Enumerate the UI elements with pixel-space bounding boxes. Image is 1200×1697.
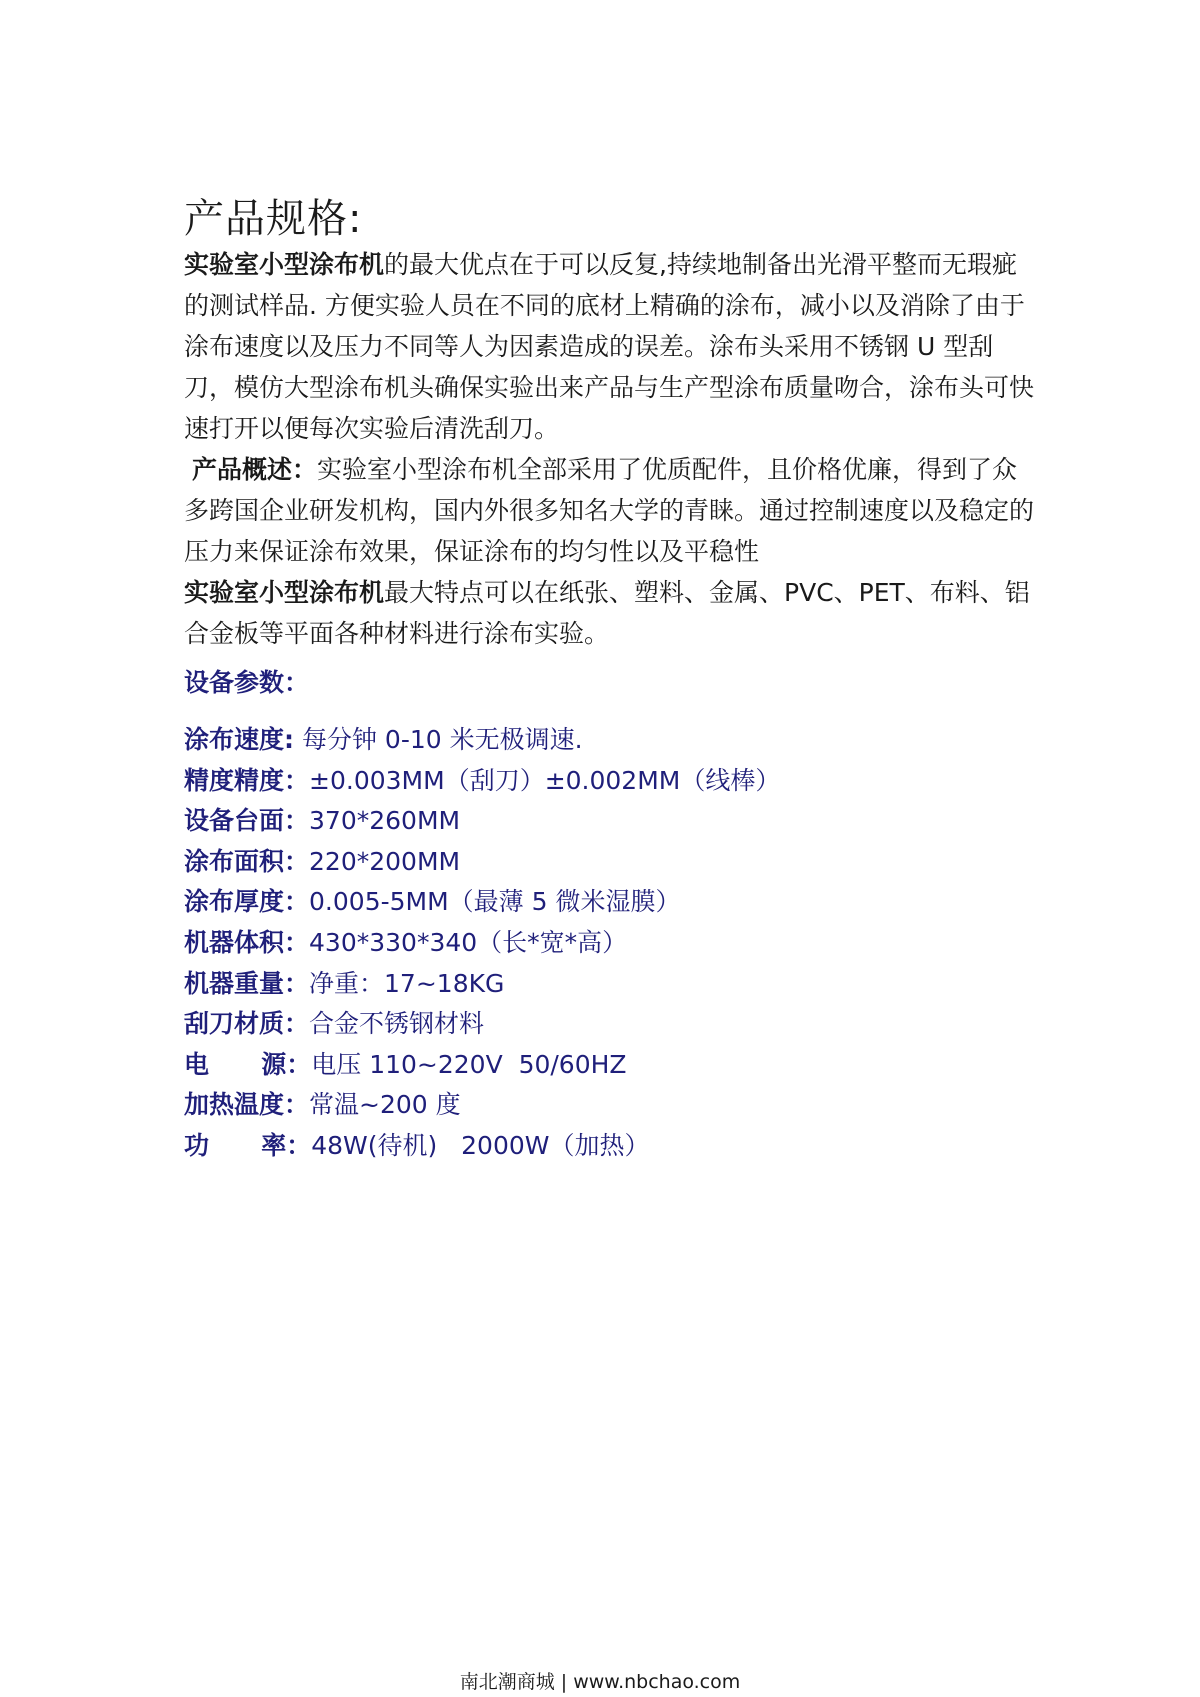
intro-text-1: 的最大优点在于可以反复,持续地制备出光滑平整而无瑕疵的测试样品. 方便实验人员在不同的底材上精确的涂布，减小以及消除了由于涂布速度以及压力不同等人为因素造成的误差。涂布头采用不锈钢 U 型刮刀，模仿大型涂布机头确保实验出来产品与生产型涂布质量吻合，涂布头可快速打开以便每次实验后清洗刮刀。 — [184, 250, 1035, 443]
intro-lead-product-name-2: 实验室小型涂布机 — [184, 578, 385, 607]
param-value: 常温~200 度 — [309, 1090, 461, 1120]
param-value: 48W(待机) 2000W（加热） — [311, 1130, 650, 1160]
param-row — [184, 1126, 780, 1167]
param-label: 机器重量 — [184, 968, 285, 998]
param-sep: ： — [284, 846, 310, 876]
param-sep: ： — [284, 1009, 310, 1039]
intro-section — [184, 244, 1034, 654]
param-label: 涂布面积 — [184, 846, 285, 876]
params-list — [184, 720, 780, 1167]
param-row — [184, 1085, 780, 1126]
param-label: 机器体积 — [184, 927, 285, 957]
param-sep: ： — [284, 765, 310, 795]
param-row — [184, 761, 780, 802]
param-label: 精度精度 — [184, 765, 285, 795]
intro-text-3: 最大特点可以在纸张、塑料、金属、PVC、PET、布料、铝合金板等平面各种材料进行涂布实验。 — [184, 578, 1030, 648]
param-sep: ： — [284, 968, 310, 998]
param-sep: ： — [284, 1090, 310, 1120]
param-sep: ： — [286, 1049, 312, 1079]
param-row — [184, 1045, 780, 1086]
param-sep: : — [284, 725, 295, 754]
param-sep: ： — [284, 887, 310, 917]
param-value: 合金不锈钢材料 — [309, 1009, 485, 1039]
param-value: 370*260MM — [309, 806, 461, 836]
intro-paragraph-3 — [184, 572, 1034, 654]
param-value: 220*200MM — [309, 846, 461, 876]
footer-site-link[interactable]: 南北潮商城 | www.nbchao.com — [459, 1671, 741, 1693]
param-label: 电 源 — [184, 1049, 287, 1079]
param-row — [184, 1004, 780, 1045]
param-value: ±0.003MM（刮刀）±0.002MM（线棒） — [309, 765, 781, 795]
param-row — [184, 923, 780, 964]
intro-paragraph-2 — [184, 449, 1034, 572]
page-title: 产品规格: — [184, 195, 363, 242]
param-value: 电压 110~220V 50/60HZ — [311, 1049, 627, 1079]
param-label: 设备台面 — [184, 806, 285, 836]
param-row — [184, 720, 780, 761]
param-label: 功 率 — [184, 1130, 287, 1160]
params-section-title: 设备参数： — [184, 668, 310, 697]
param-row — [184, 801, 780, 842]
param-label: 涂布速度 — [184, 725, 285, 754]
param-value: 每分钟 0-10 米无极调速. — [294, 725, 583, 754]
param-sep: ： — [286, 1130, 312, 1160]
param-sep: ： — [284, 806, 310, 836]
param-row — [184, 964, 780, 1005]
param-sep: ： — [284, 927, 310, 957]
param-value: 净重：17~18KG — [309, 968, 505, 998]
param-row — [184, 882, 780, 923]
intro-lead-product-name: 实验室小型涂布机 — [184, 250, 385, 279]
intro-text-2: 实验室小型涂布机全部采用了优质配件，且价格优廉，得到了众多跨国企业研发机构，国内外很多知名大学的青睐。通过控制速度以及稳定的压力来保证涂布效果，保证涂布的均匀性以及平稳性 — [184, 455, 1035, 566]
intro-paragraph-1 — [184, 244, 1034, 449]
param-value: 0.005-5MM（最薄 5 微米湿膜） — [309, 887, 681, 917]
intro-lead-overview: 产品概述： — [191, 455, 317, 484]
param-label: 涂布厚度 — [184, 887, 285, 917]
param-label: 刮刀材质 — [184, 1009, 285, 1039]
param-row — [184, 842, 780, 883]
param-label: 加热温度 — [184, 1090, 285, 1120]
param-value: 430*330*340（长*宽*高） — [309, 927, 628, 957]
